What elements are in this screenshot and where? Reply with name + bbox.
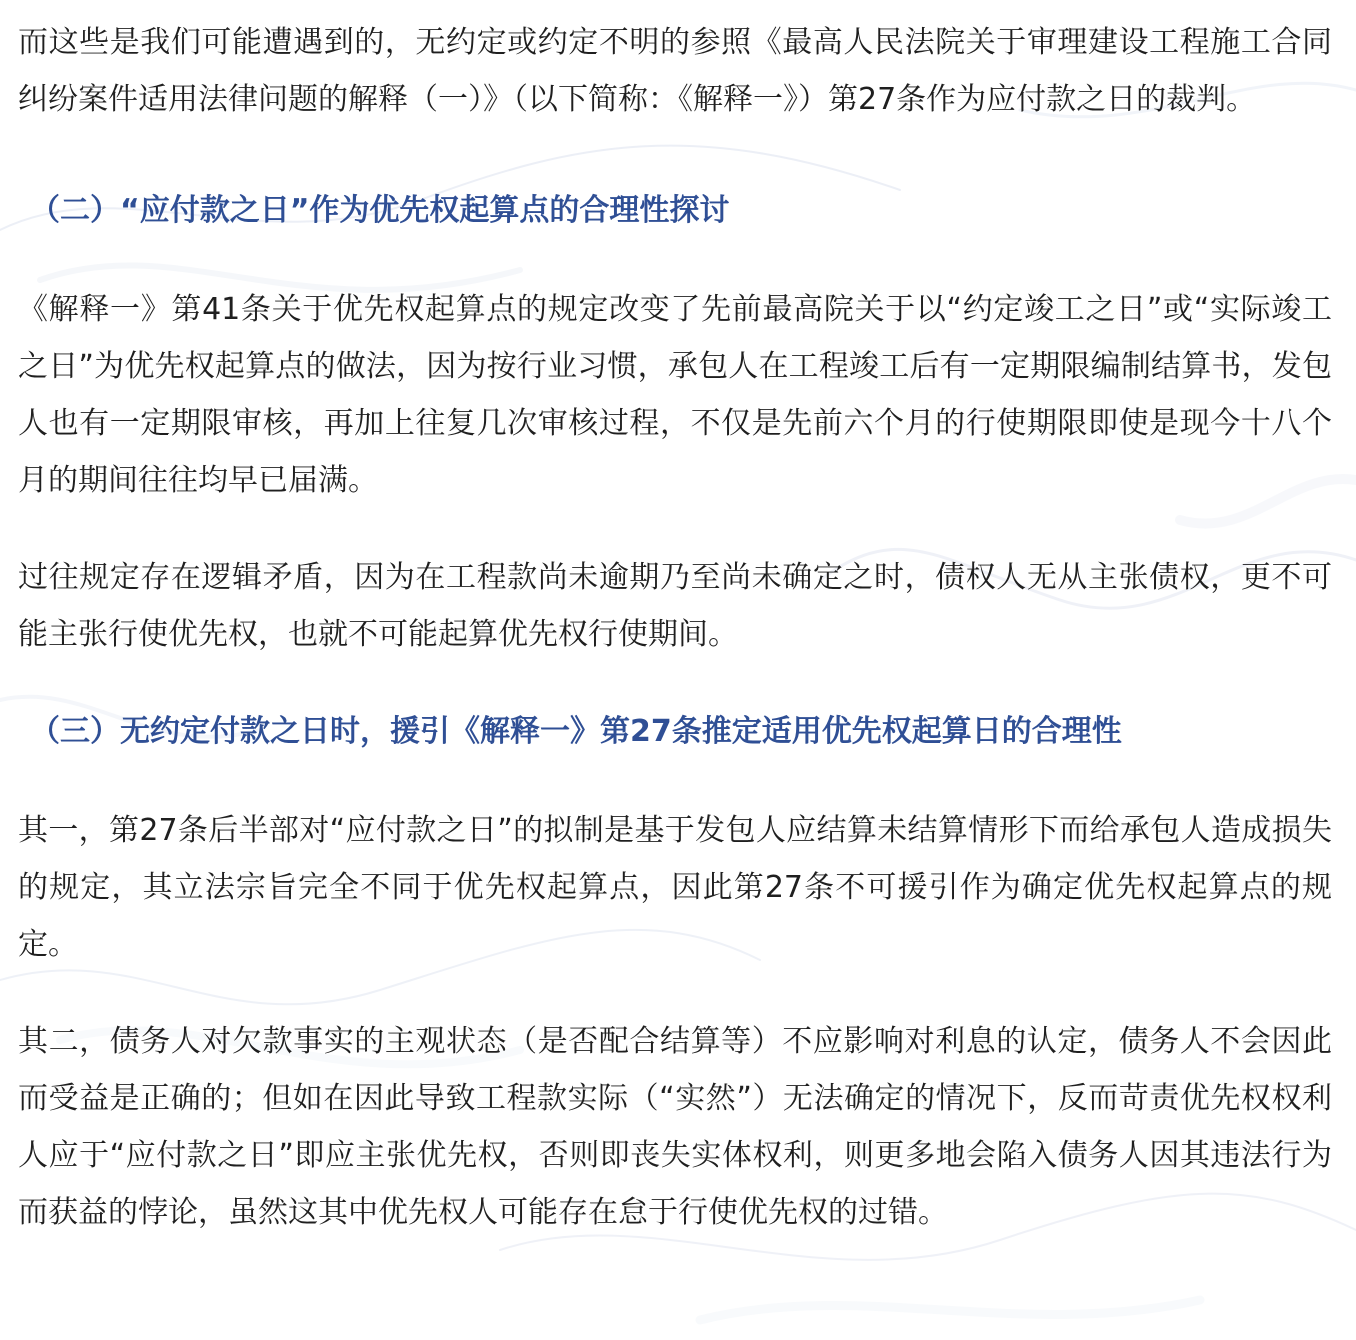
section-heading-three: （三）无约定付款之日时，援引《解释一》第27条推定适用优先权起算日的合理性	[30, 714, 1122, 749]
paragraph-point-two: 其二，债务人对欠款事实的主观状态（是否配合结算等）不应影响对利息的认定，债务人不会因此而受益是正确的；但如在因此导致工程款实际（“实然”）无法确定的情况下，反而苛责优先权权利人应于“应付款之日”即应主张优先权，否则即丧失实体权利，则更多地会陷入债务人因其违法行为而获益的悖论，虽然这其中优先权人可能存在怠于行使优先权的过错。	[18, 1024, 1332, 1230]
paragraph-point-one: 其一，第27条后半部对“应付款之日”的拟制是基于发包人应结算未结算情形下而给承包人造成损失的规定，其立法宗旨完全不同于优先权起算点，因此第27条不可援引作为确定优先权起算点的规定。	[18, 813, 1332, 962]
paragraph-article-41: 《解释一》第41条关于优先权起算点的规定改变了先前最高院关于以“约定竣工之日”或“实际竣工之日”为优先权起算点的做法，因为按行业习惯，承包人在工程竣工后有一定期限编制结算书，发包人也有一定期限审核，再加上往复几次审核过程，不仅是先前六个月的行使期限即使是现今十八个月的期间往往均早已届满。	[18, 292, 1332, 498]
paragraph-logical-contradiction: 过往规定存在逻辑矛盾，因为在工程款尚未逾期乃至尚未确定之时，债权人无从主张债权，更不可能主张行使优先权，也就不可能起算优先权行使期间。	[18, 560, 1332, 652]
paragraph-judgement-reference: 而这些是我们可能遭遇到的，无约定或约定不明的参照《最高人民法院关于审理建设工程施工合同纠纷案件适用法律问题的解释（一）》（以下简称：《解释一》）第27条作为应付款之日的裁判。	[18, 25, 1332, 117]
section-heading-two: （二）“应付款之日”作为优先权起算点的合理性探讨	[30, 193, 730, 228]
